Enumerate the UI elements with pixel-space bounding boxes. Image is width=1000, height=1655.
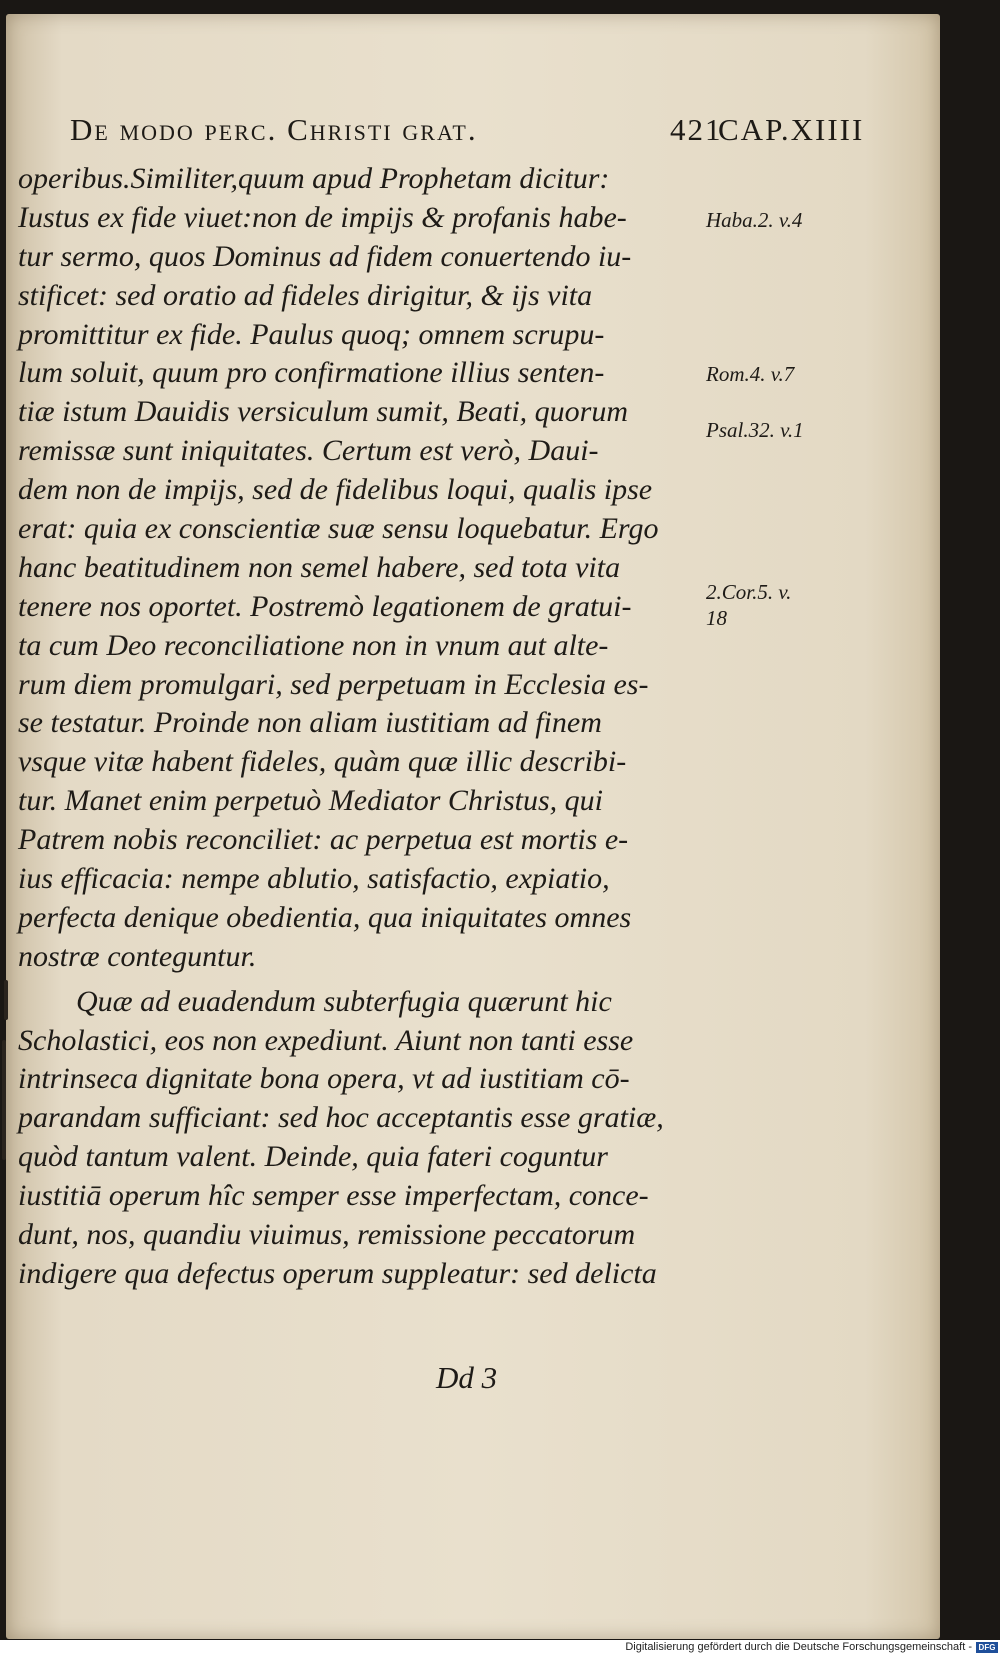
text-line: Patrem nobis reconciliet: ac perpetua est mortis e- [18, 823, 629, 857]
dfg-logo: DFG [976, 1642, 998, 1653]
text-line: se testatur. Proinde non aliam iustitiam ad finem [18, 706, 602, 740]
text-line: hanc beatitudinem non semel habere, sed tota vita [18, 550, 621, 584]
text-line: dunt, nos, quandiu viuimus, remissione peccatorum [18, 1218, 636, 1252]
text-line: vsque vitæ habent fideles, quàm quæ illic describi- [18, 745, 627, 779]
text-line: Iustus ex fide viuet:non de impijs & profanis habe- [18, 200, 627, 234]
text-line: promittitur ex fide. Paulus quoq; omnem scrupu- [18, 317, 605, 351]
margin-note: 2.Cor.5. v. [706, 580, 792, 604]
binding-mark [2, 1040, 6, 1160]
paragraph-start-line: Quæ ad euadendum subterfugia quærunt hic [76, 984, 612, 1018]
text-line: rum diem promulgari, sed perpetuam in Ecclesia es- [18, 667, 649, 701]
text-line: nostræ conteguntur. [18, 939, 257, 973]
running-head [70, 112, 865, 148]
page-number: 421 [670, 112, 723, 147]
text-line: ius efficacia: nempe ablutio, satisfactio, expiatio, [18, 862, 610, 896]
text-line: intrinseca dignitate bona opera, vt ad iustitiam cō- [18, 1062, 630, 1096]
text-line: ta cum Deo reconciliatione non in vnum aut alte- [18, 628, 609, 662]
text-line: tur sermo, quos Dominus ad fidem conuertendo iu- [18, 239, 632, 273]
text-line: Scholastici, eos non expediunt. Aiunt non tanti esse [18, 1023, 634, 1057]
text-line: tur. Manet enim perpetuò Mediator Christus, qui [18, 784, 603, 818]
text-line: lum soluit, quum pro confirmatione illius senten- [18, 356, 605, 390]
text-line: indigere qua defectus operum suppleatur: sed delicta [18, 1256, 657, 1290]
body-text [18, 160, 804, 1294]
footer-bar [0, 1640, 1000, 1655]
signature-mark: Dd 3 [436, 1360, 498, 1395]
text-line: stificet: sed oratio ad fideles dirigitur, & ijs vita [18, 278, 593, 312]
text-line: tiæ istum Dauidis versiculum sumit, Beati, quorum [18, 395, 628, 429]
funding-credit: Digitalisierung gefördert durch die Deutsche Forschungsgemeinschaft - [625, 1641, 972, 1653]
margin-note: Rom.4. v.7 [706, 362, 795, 386]
binding-mark [4, 980, 8, 1020]
text-line: dem non de impijs, sed de fidelibus loqui, qualis ipse [18, 473, 653, 507]
margin-note: Psal.32. v.1 [706, 418, 804, 442]
margin-note: Haba.2. v.4 [706, 208, 803, 232]
text-line: tenere nos oportet. Postremò legationem de gratui- [18, 589, 632, 623]
text-line: parandam sufficiant: sed hoc acceptantis esse gratiæ, [18, 1101, 664, 1135]
text-line: quòd tantum valent. Deinde, quia fateri coguntur [18, 1140, 608, 1174]
text-line: operibus.Similiter,quum apud Prophetam dicitur: [18, 162, 610, 195]
chapter-label: CAP.XIIII [718, 112, 865, 147]
text-line: iustitiā operum hîc semper esse imperfectam, conce- [18, 1179, 649, 1213]
text-line: remissæ sunt iniquitates. Certum est verò, Daui- [18, 434, 599, 468]
text-line: erat: quia ex conscientiæ suæ sensu loquebatur. Ergo [18, 512, 659, 546]
running-head-title: De modo perc. Christi grat. [70, 112, 478, 147]
margin-note: 18 [706, 606, 727, 630]
text-line: perfecta denique obedientia, qua iniquitates omnes [18, 900, 632, 934]
